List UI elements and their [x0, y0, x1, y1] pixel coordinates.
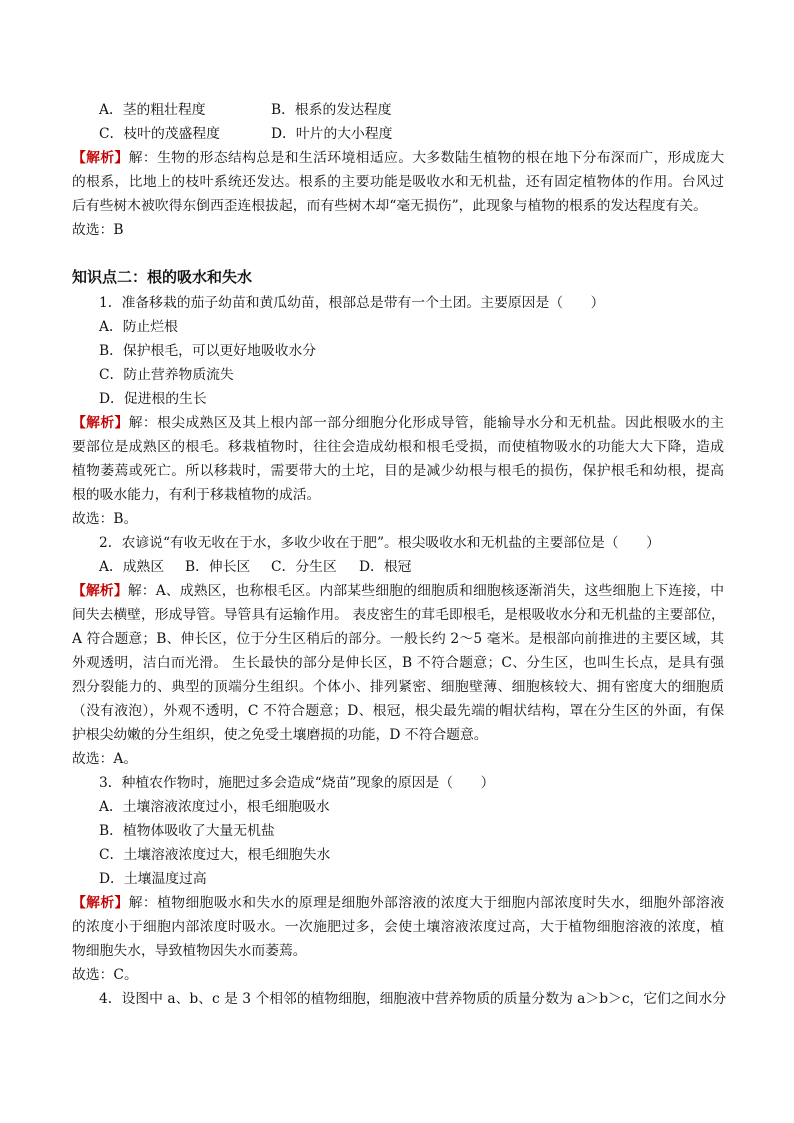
analysis-line: A 符合题意；B、伸长区，位于分生区稍后的部分。一般长约 2～5 毫米。是根部向前推进的主要区域，其: [72, 631, 724, 647]
analysis-line: 要部位是成熟区的根毛。移栽植物时，往往会造成幼根和根毛受损，而使植物吸水的功能大大下降，造成: [72, 439, 724, 455]
analysis-line: 【解析】解：植物细胞吸水和失水的原理是细胞外部溶液的浓度大于细胞内部浓度时失水，细胞外部溶液: [72, 895, 725, 911]
option-d: D．土壤温度过高: [99, 871, 207, 887]
analysis-line: 根的吸水能力，有利于移栽植物的成活。: [72, 487, 321, 503]
analysis-line: 【解析】解：A、成熟区，也称根毛区。内部某些细胞的细胞质和细胞核逐渐消失，这些细胞上下连接，中: [72, 583, 725, 599]
analysis-line: 护根尖幼嫩的分生组织，使之免受土壤磨损的功能，D 不符合题意。: [72, 727, 488, 743]
options-row: [72, 555, 724, 579]
analysis-line: 烈分裂能力的、典型的顶端分生组织。个体小、排列紧密、细胞壁薄、细胞核较大、拥有密度大的细胞质: [72, 679, 724, 695]
option-b: B．伸长区: [185, 559, 251, 575]
option-c: C．土壤溶液浓度过大，根毛细胞失水: [99, 847, 331, 863]
answer-line: 故选：B。: [72, 511, 138, 527]
analysis-line: 植物萎蔫或死亡。所以移栽时，需要带大的土坨，目的是减少幼根与根毛的损伤，保护根毛和幼根，提高: [72, 463, 724, 479]
analysis-tag: 【解析】: [72, 415, 129, 431]
option-d: D．根冠: [359, 559, 412, 575]
question-stem: 2．农谚说“有收无收在于水，多收少收在于肥”。根尖吸收水和无机盐的主要部位是（ ）: [99, 535, 660, 551]
option-d: D．促进根的生长: [99, 391, 207, 407]
option-a: A．茎的粗壮程度: [99, 102, 206, 118]
question-0: [72, 98, 724, 242]
analysis-line: 的根系，比地上的枝叶系统还发达。根系的主要功能是吸收水和无机盐，还有固定植物体的作用。台风过: [72, 174, 724, 190]
analysis-line: 外观透明，洁白而光滑。 生长最快的部分是伸长区，B 不符合题意；C、分生区，也叫生长点，是具有强: [72, 655, 724, 671]
option-a: A．防止烂根: [99, 319, 178, 335]
option-c: C．枝叶的茂盛程度: [99, 126, 220, 142]
question-stem: 1．准备移栽的茄子幼苗和黄瓜幼苗，根部总是带有一个土团。主要原因是（ ）: [99, 295, 605, 311]
analysis-line: 间失去横壁，形成导管。导管具有运输作用。 表皮密生的茸毛即根毛，是根吸收水分和无机盐的主要部位，: [72, 607, 725, 623]
analysis-line: 后有些树木被吹得东倒西歪连根拔起，而有些树木却“毫无损伤”，此现象与植物的根系的发达程度有关。: [72, 198, 707, 214]
answer-line: 故选：C。: [72, 967, 138, 983]
option-c: C．防止营养物质流失: [99, 367, 234, 383]
question-3: [72, 771, 724, 987]
question-2: [72, 531, 724, 771]
option-a: A．土壤溶液浓度过小，根毛细胞吸水: [99, 799, 330, 815]
options-row-1: [72, 98, 724, 122]
question-4: [72, 987, 727, 1011]
question-1: [72, 291, 724, 531]
answer-line: 故选：B: [72, 222, 124, 238]
analysis-tag: 【解析】: [72, 150, 129, 166]
analysis-line: 【解析】解：生物的形态结构总是和生活环境相适应。大多数陆生植物的根在地下分布深而广，形成庞大: [72, 150, 725, 166]
options-row-2: [72, 122, 724, 146]
option-b: B．植物体吸收了大量无机盐: [99, 823, 275, 839]
option-b: B．保护根毛，可以更好地吸收水分: [99, 343, 317, 359]
question-stem: 3．种植农作物时，施肥过多会造成“烧苗”现象的原因是（ ）: [99, 775, 495, 791]
option-c: C．分生区: [271, 559, 337, 575]
section-title: 知识点二：根的吸水和失水: [72, 268, 253, 286]
analysis-tag: 【解析】: [72, 583, 128, 599]
option-d: D．叶片的大小程度: [271, 126, 393, 142]
option-a: A．成熟区: [99, 559, 165, 575]
analysis-line: 【解析】解：根尖成熟区及其上根内部一部分细胞分化形成导管，能输导水分和无机盐。因此根吸水的主: [72, 415, 725, 431]
analysis-line: （没有液泡），外观不透明，C 不符合题意；D、根冠，根尖最先端的帽状结构，罩在分生区的外面，有保: [72, 703, 724, 719]
option-b: B．根系的发达程度: [271, 102, 392, 118]
answer-line: 故选：A。: [72, 751, 138, 767]
analysis-line: 物细胞失水，导致植物因失水而萎蔫。: [72, 943, 307, 959]
question-stem: 4．设图中 a、b、c 是 3 个相邻的植物细胞，细胞液中营养物质的质量分数为 a＞b＞c，它们之间水分: [99, 991, 727, 1007]
analysis-tag: 【解析】: [72, 895, 129, 911]
analysis-line: 的浓度小于细胞内部浓度时吸水。一次施肥过多，会使土壤溶液浓度过高，大于植物细胞溶液的浓度，植: [72, 919, 724, 935]
